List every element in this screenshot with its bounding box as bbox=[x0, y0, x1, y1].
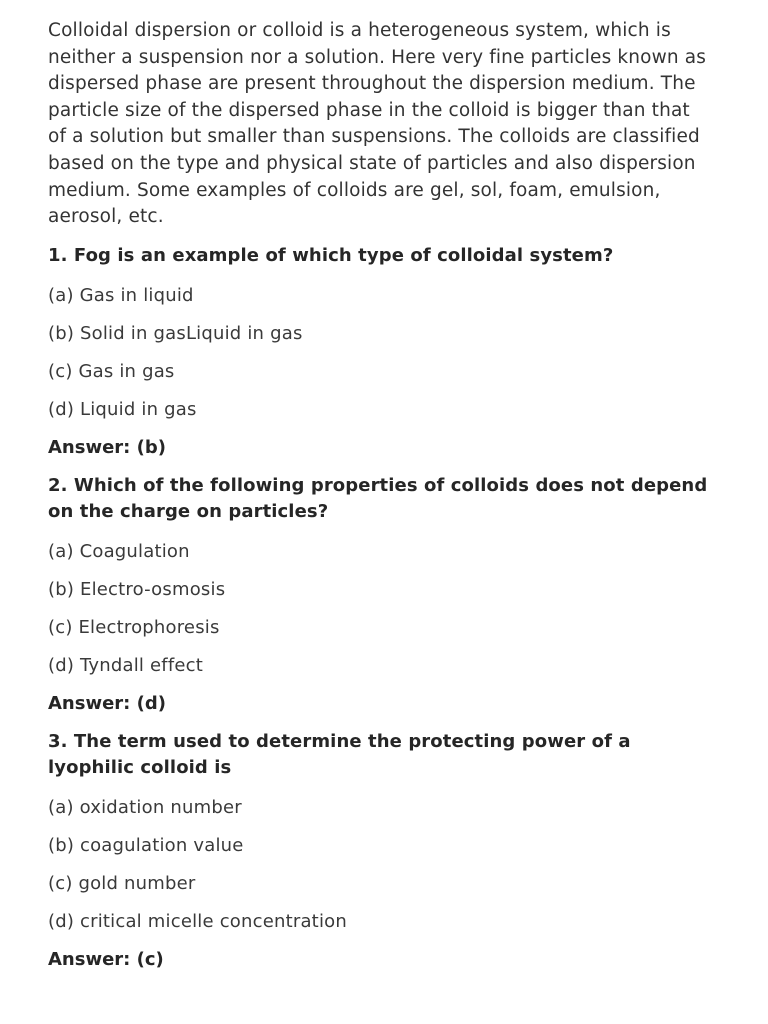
option-d: (d) Tyndall effect bbox=[48, 654, 204, 676]
option-a: (a) oxidation number bbox=[48, 796, 242, 818]
question-text: 3. The term used to determine the protecting power of a lyophilic colloid is bbox=[48, 730, 631, 778]
question-block-1 bbox=[48, 243, 710, 461]
option-b: (b) Electro-osmosis bbox=[48, 578, 226, 600]
question-text: 1. Fog is an example of which type of colloidal system? bbox=[48, 244, 614, 266]
intro-paragraph: Colloidal dispersion or colloid is a heterogeneous system, which is neither a suspension nor a solution. Here very fine particles known as dispersed phase are present throughout the dispersion medium. The particle size of the dispersed phase in the colloid is bigger than that of a solution but smaller than suspensions. The colloids are classified based on the type and physical state of particles and also dispersion medium. Some examples of colloids are gel, sol, foam, emulsion, aerosol, etc. bbox=[48, 20, 707, 228]
option-d: (d) critical micelle concentration bbox=[48, 910, 347, 932]
option-c: (c) Electrophoresis bbox=[48, 616, 220, 638]
option-b: (b) Solid in gasLiquid in gas bbox=[48, 322, 303, 344]
option-c: (c) Gas in gas bbox=[48, 360, 175, 382]
answer-text: Answer: (b) bbox=[48, 436, 166, 458]
question-text: 2. Which of the following properties of colloids does not depend on the charge on particles? bbox=[48, 474, 708, 522]
question-block-3 bbox=[48, 729, 710, 973]
question-block-2 bbox=[48, 473, 710, 717]
option-b: (b) coagulation value bbox=[48, 834, 244, 856]
answer-text: Answer: (d) bbox=[48, 692, 166, 714]
option-a: (a) Gas in liquid bbox=[48, 284, 194, 306]
option-a: (a) Coagulation bbox=[48, 540, 190, 562]
option-c: (c) gold number bbox=[48, 872, 196, 894]
option-d: (d) Liquid in gas bbox=[48, 398, 197, 420]
answer-text: Answer: (c) bbox=[48, 948, 164, 970]
